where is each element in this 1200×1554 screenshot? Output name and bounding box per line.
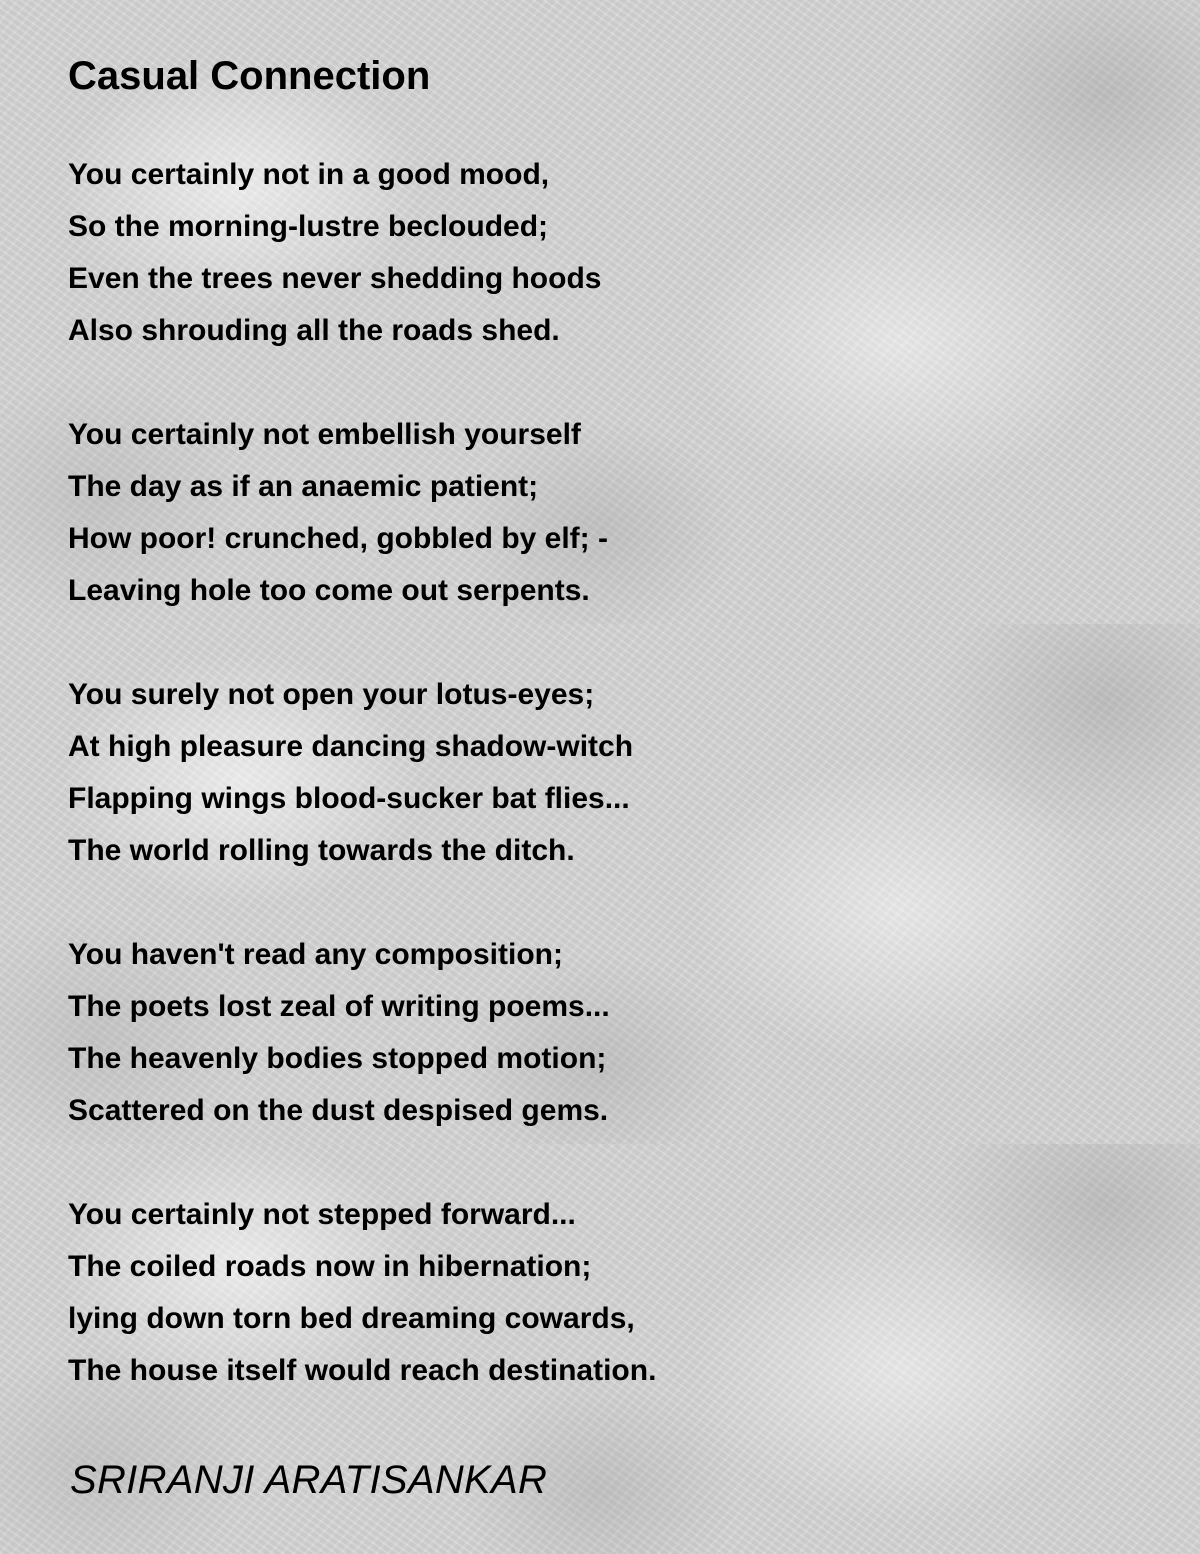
poem-line: The world rolling towards the ditch. [68,834,575,867]
poem-line: At high pleasure dancing shadow-witch [68,730,634,763]
poem-line: You haven't read any composition; [68,938,563,971]
poem-line: You certainly not stepped forward... [68,1198,576,1231]
poem-line: The poets lost zeal of writing poems... [68,990,610,1023]
poem-author: SRIRANJI ARATISANKAR [70,1458,548,1502]
poem-line: The coiled roads now in hibernation; [68,1250,592,1283]
poem-title: Casual Connection [68,54,431,98]
stanza-1 [68,149,601,357]
poem-line: Also shrouding all the roads shed. [68,314,560,347]
stanza-3 [68,669,633,877]
poem-line: Leaving hole too come out serpents. [68,574,590,607]
poem-line: Scattered on the dust despised gems. [68,1094,609,1127]
poem-line: The heavenly bodies stopped motion; [68,1042,607,1075]
poem-line: lying down torn bed dreaming cowards, [68,1302,635,1335]
poem-line: Even the trees never shedding hoods [68,262,602,295]
poem-line: You certainly not embellish yourself [68,418,581,451]
poem-line: You certainly not in a good mood, [68,158,550,191]
stanza-4 [68,929,610,1137]
poem-line: So the morning-lustre beclouded; [68,210,549,243]
poem-line: Flapping wings blood-sucker bat flies... [68,782,630,815]
poem-line: The house itself would reach destination. [68,1354,657,1387]
poem-line: The day as if an anaemic patient; [68,470,539,503]
poem-line: How poor! crunched, gobbled by elf; - [68,522,608,555]
stanza-2 [68,409,608,617]
poem-line: You surely not open your lotus-eyes; [68,678,595,711]
stanza-5 [68,1189,656,1397]
